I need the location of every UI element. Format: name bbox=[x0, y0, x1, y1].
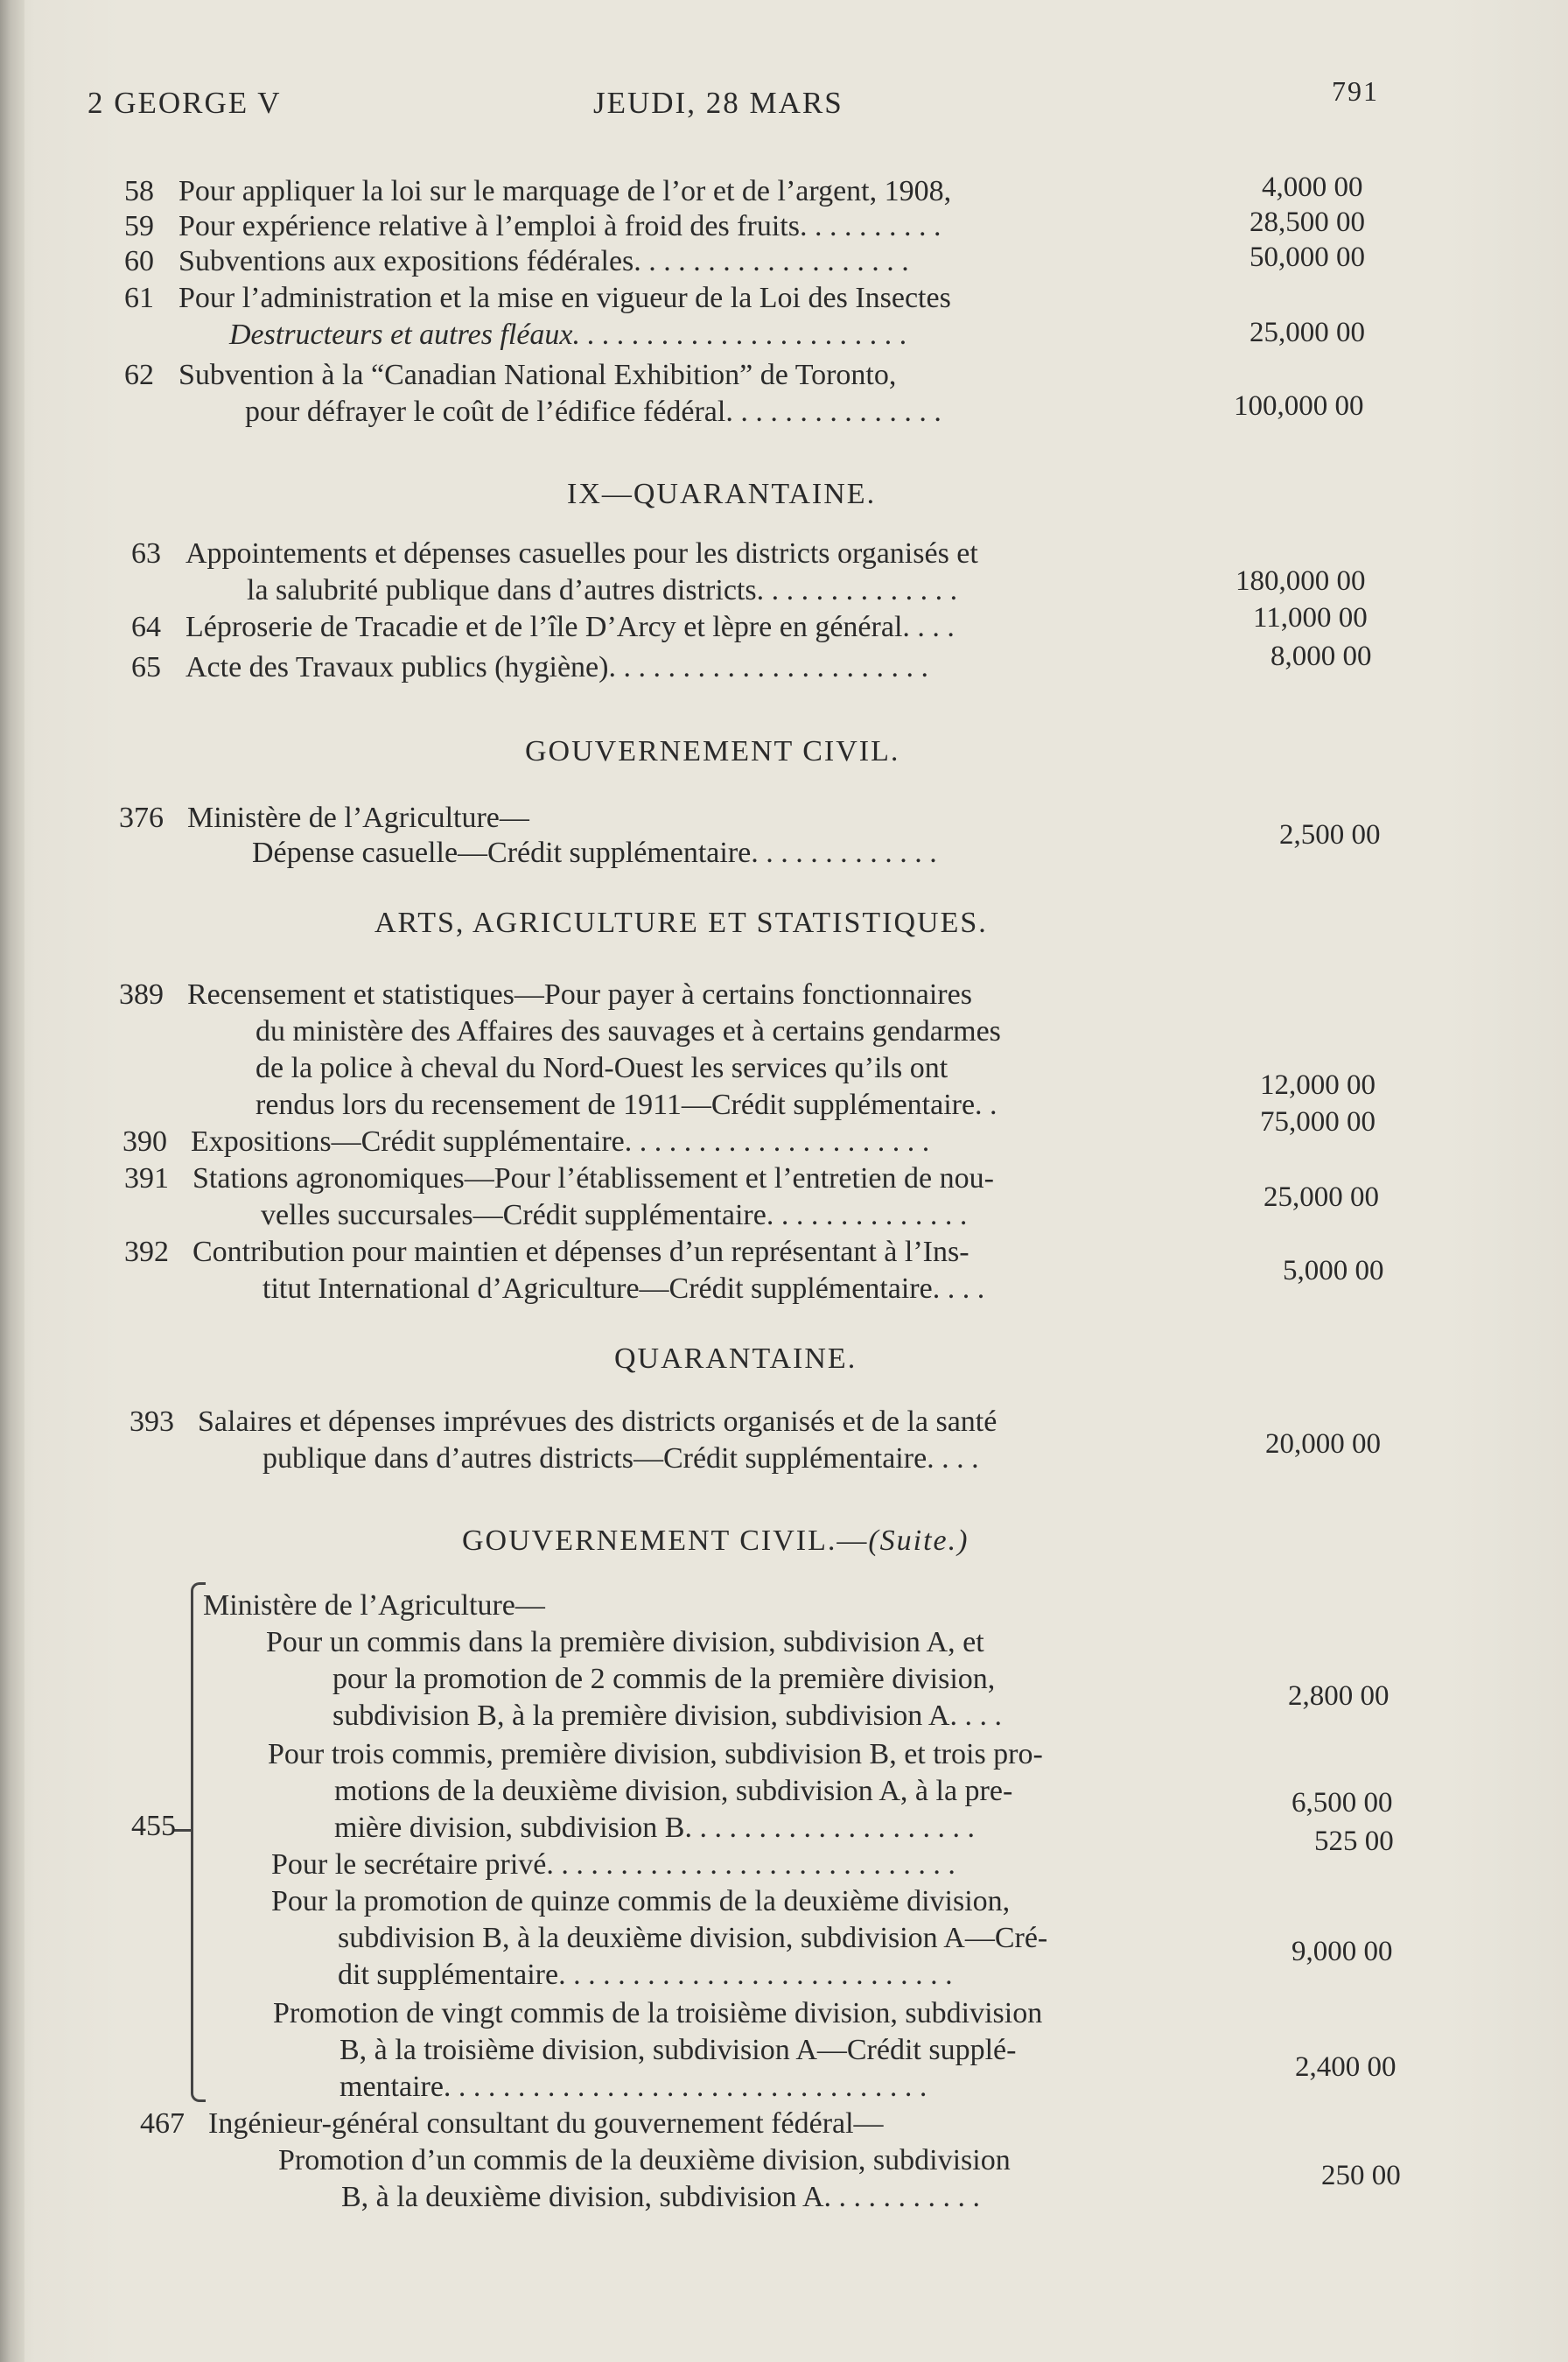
entry-393-line-2: publique dans d’autres districts—Crédit supplémentaire. . . . bbox=[262, 1442, 979, 1475]
entry-59: 59 Pour expérience relative à l’emploi à froid des fruits. . . . . . . . . . bbox=[124, 210, 942, 242]
entry-392: 392 Contribution pour maintien et dépenses d’un représentant à l’Ins- bbox=[124, 1236, 970, 1268]
section-gouvernement-civil-suite: GOUVERNEMENT CIVIL.—(Suite.) bbox=[462, 1524, 970, 1557]
entry-62-line-2: pour défrayer le coût de l’édifice fédéral. . . . . . . . . . . . . . . bbox=[245, 396, 942, 428]
entry-389-line-2: du ministère des Affaires des sauvages et à certains gendarmes bbox=[256, 1015, 1001, 1048]
entry-63: 63 Appointements et dépenses casuelles pour les districts organisés et bbox=[131, 537, 978, 570]
entry-65-amount: 8,000 00 bbox=[1270, 641, 1372, 672]
suite-label: (Suite.) bbox=[868, 1524, 970, 1557]
entry-393: 393 Salaires et dépenses imprévues des districts organisés et de la santé bbox=[130, 1405, 998, 1438]
entry-455-item-4-line-1: Pour la promotion de quinze commis de la deuxième division, bbox=[271, 1885, 1011, 1917]
entry-64-amount: 11,000 00 bbox=[1253, 602, 1368, 634]
brace-tip-455 bbox=[173, 1829, 191, 1832]
entry-389-line-4: rendus lors du recensement de 1911—Crédit supplémentaire. . bbox=[256, 1089, 998, 1121]
entry-389-amount: 12,000 00 bbox=[1260, 1069, 1376, 1101]
entry-455-item-4-line-2: subdivision B, à la deuxième division, subdivision A—Cré- bbox=[338, 1922, 1048, 1954]
entry-62-amount: 100,000 00 bbox=[1234, 390, 1364, 422]
entry-455-item-2-amount: 6,500 00 bbox=[1292, 1787, 1393, 1819]
entry-455-item-5-amount: 2,400 00 bbox=[1295, 2051, 1396, 2083]
entry-60-amount: 50,000 00 bbox=[1250, 242, 1365, 273]
book-binding-edge bbox=[0, 0, 24, 2362]
entry-63-line-2: la salubrité publique dans d’autres districts. . . . . . . . . . . . . . bbox=[247, 574, 958, 606]
entry-391-amount: 25,000 00 bbox=[1264, 1181, 1379, 1213]
section-arts-agriculture: ARTS, AGRICULTURE ET STATISTIQUES. bbox=[374, 907, 988, 939]
entry-455-item-5-line-3: mentaire. . . . . . . . . . . . . . . . . . . . . . . . . . . . . . . . . bbox=[340, 2071, 928, 2103]
entry-60: 60 Subventions aux expositions fédérales. . . . . . . . . . . . . . . . . . . bbox=[124, 245, 909, 277]
entry-467: 467 Ingénieur-général consultant du gouvernement fédéral— bbox=[140, 2107, 884, 2140]
entry-392-line-2: titut International d’Agriculture—Crédit supplémentaire. . . . bbox=[262, 1272, 985, 1305]
entry-61-amount: 25,000 00 bbox=[1250, 317, 1365, 348]
entry-467-amount: 250 00 bbox=[1321, 2160, 1401, 2191]
entry-390: 390 Expositions—Crédit supplémentaire. . . . . . . . . . . . . . . . . . . . . bbox=[122, 1125, 930, 1158]
page-number: 791 bbox=[1332, 75, 1379, 107]
entry-393-amount: 20,000 00 bbox=[1265, 1428, 1381, 1460]
entry-455-item-1-line-1: Pour un commis dans la première division, subdivision A, et bbox=[266, 1626, 984, 1658]
entry-58: 58 Pour appliquer la loi sur le marquage de l’or et de l’argent, 1908, bbox=[124, 175, 952, 207]
entry-455-item-3: Pour le secrétaire privé. . . . . . . . . . . . . . . . . . . . . . . . . . . . bbox=[271, 1848, 956, 1881]
entry-455-item-4-amount: 9,000 00 bbox=[1292, 1936, 1393, 1967]
entry-455-item-3-amount: 525 00 bbox=[1314, 1826, 1394, 1857]
entry-62: 62 Subvention à la “Canadian National Exhibition” de Toronto, bbox=[124, 359, 897, 391]
section-ix-quarantaine: IX—QUARANTAINE. bbox=[567, 478, 877, 510]
entry-61: 61 Pour l’administration et la mise en vigueur de la Loi des Insectes bbox=[124, 282, 951, 314]
entry-455-item-1-amount: 2,800 00 bbox=[1288, 1680, 1390, 1712]
entry-455-item-4-line-3: dit supplémentaire. . . . . . . . . . . . . . . . . . . . . . . . . . . bbox=[338, 1959, 953, 1991]
entry-455-item-2-line-3: mière division, subdivision B. . . . . . . . . . . . . . . . . . . . bbox=[334, 1812, 975, 1844]
entry-391: 391 Stations agronomiques—Pour l’établissement et l’entretien de nou- bbox=[124, 1162, 994, 1195]
entry-467-line-2: Promotion d’un commis de la deuxième division, subdivision bbox=[278, 2144, 1011, 2176]
entry-59-amount: 28,500 00 bbox=[1250, 207, 1365, 238]
entry-65: 65 Acte des Travaux publics (hygiène). . . . . . . . . . . . . . . . . . . . . . bbox=[131, 651, 928, 683]
entry-389-line-3: de la police à cheval du Nord-Ouest les services qu’ils ont bbox=[256, 1052, 948, 1084]
entry-61-line-2: Destructeurs et autres fléaux. . . . . . . . . . . . . . . . . . . . . . . bbox=[229, 319, 907, 351]
entry-455-item-5-line-1: Promotion de vingt commis de la troisième division, subdivision bbox=[273, 1997, 1043, 2029]
entry-392-amount: 5,000 00 bbox=[1283, 1255, 1384, 1286]
entry-63-amount: 180,000 00 bbox=[1236, 565, 1366, 597]
entry-455-item-2-line-1: Pour trois commis, première division, subdivision B, et trois pro- bbox=[268, 1738, 1043, 1770]
brace-455 bbox=[191, 1582, 206, 2102]
entry-455-item-5-line-2: B, à la troisième division, subdivision A—Crédit supplé- bbox=[340, 2034, 1017, 2066]
entry-389: 389 Recensement et statistiques—Pour payer à certains fonctionnaires bbox=[119, 978, 972, 1011]
section-gouvernement-civil: GOUVERNEMENT CIVIL. bbox=[525, 735, 900, 767]
entry-455-ministere: Ministère de l’Agriculture— bbox=[203, 1589, 545, 1622]
entry-455-item-2-line-2: motions de la deuxième division, subdivision A, à la pre- bbox=[334, 1775, 1013, 1807]
entry-455-item-1-line-3: subdivision B, à la première division, subdivision A. . . . bbox=[332, 1700, 1002, 1732]
entry-376-line-2: Dépense casuelle—Crédit supplémentaire. . . . . . . . . . . . . bbox=[252, 837, 937, 869]
entry-467-line-3: B, à la deuxième division, subdivision A. . . . . . . . . . . bbox=[341, 2181, 981, 2213]
entry-58-amount: 4,000 00 bbox=[1262, 172, 1363, 203]
entry-391-line-2: velles succursales—Crédit supplémentaire. . . . . . . . . . . . . . bbox=[261, 1199, 968, 1231]
entry-64: 64 Léproserie de Tracadie et de l’île D’Arcy et lèpre en général. . . . bbox=[131, 611, 955, 643]
entry-455-number: 455 bbox=[131, 1810, 176, 1842]
header-regnal-year: 2 GEORGE V bbox=[88, 86, 282, 120]
entry-390-amount: 75,000 00 bbox=[1260, 1106, 1376, 1138]
entry-376-amount: 2,500 00 bbox=[1279, 819, 1381, 851]
entry-455-item-1-line-2: pour la promotion de 2 commis de la première division, bbox=[332, 1663, 996, 1695]
header-date: JEUDI, 28 MARS bbox=[593, 86, 844, 120]
entry-376: 376 Ministère de l’Agriculture— bbox=[119, 802, 529, 834]
section-quarantaine: QUARANTAINE. bbox=[614, 1342, 858, 1375]
